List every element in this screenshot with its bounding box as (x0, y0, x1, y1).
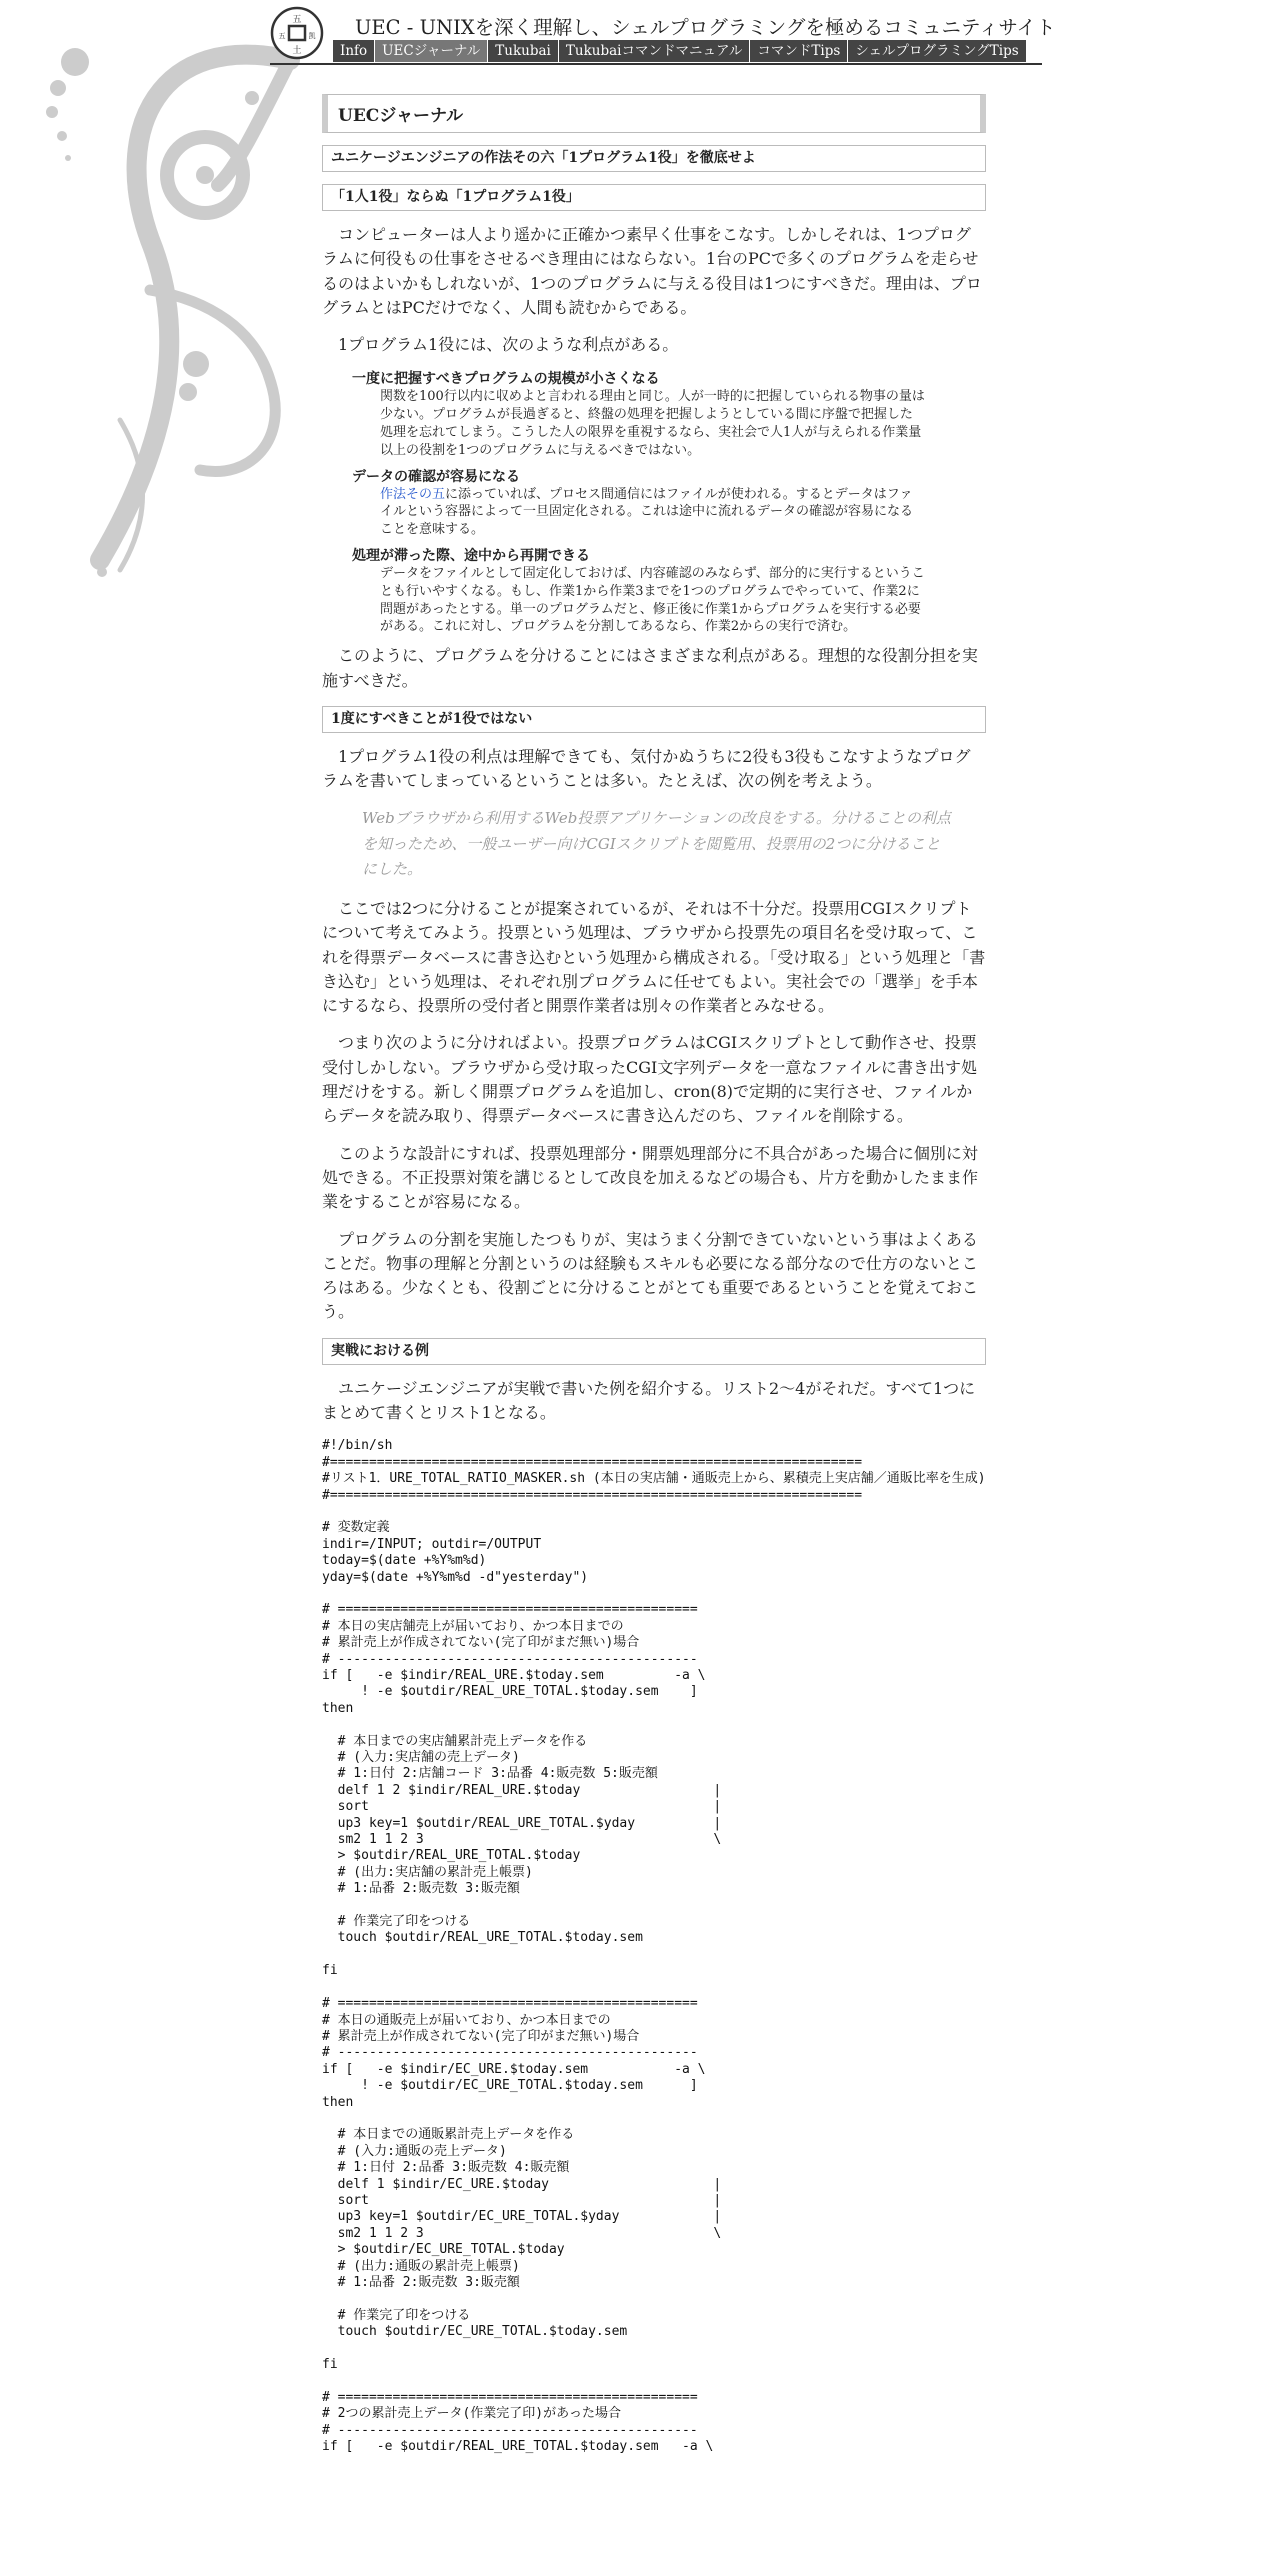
article-content (322, 90, 986, 2455)
paragraph: このように、プログラムを分けることにはさまざまな利点がある。理想的な役割分担を実施すべきだ。 (322, 646, 978, 690)
nav-item-tukubai[interactable]: Tukubai (488, 40, 559, 62)
benefit-description-text: に添っていれば、プロセス間通信にはファイルが使われる。するとデータはファイルという容器によって一旦固定化される。これは途中に流れるデータの確認が容易になることを意味する。 (380, 486, 914, 538)
site-logo[interactable] (270, 6, 324, 60)
svg-text:五: 五 (292, 14, 302, 24)
section-heading-not-one-role: 1度にすべきことが1役ではない (322, 706, 986, 733)
paragraph: プログラムの分割を実施したつもりが、実はうまく分割できていないという事はよくあることだ。物事の理解と分割というのは経験もスキルも必要になる部分なので仕方のないところはある。少なくとも、役割ごとに分けることがとても重要であるということを覚えておこう。 (322, 1229, 979, 1322)
site-header (270, 6, 1056, 68)
benefit-title: 処理が滞った際、途中から再開できる (352, 548, 590, 565)
header-divider (270, 63, 1042, 65)
paragraph: ユニケージエンジニアが実戦で書いた例を紹介する。リスト2～4がそれだ。すべて1つにまとめて書くとリスト1となる。 (322, 1378, 976, 1422)
benefit-title: データの確認が容易になる (352, 468, 520, 485)
paragraph: 1プログラム1役には、次のような利点がある。 (338, 335, 679, 355)
benefit-description: 関数を100行以内に収めよと言われる理由と同じ。人が一時的に把握していられる物事の量は少ない。プログラムが長過ぎると、終盤の処理を把握しようとしている間に序盤で把握した処理を忘れてしまう。こうした人の限界を重視するなら、実社会で人1人が与えられる作業量以上の役割を1つのプログラムに与えるべきではない。 (380, 389, 925, 458)
nav-item-info[interactable]: Info (333, 40, 375, 62)
benefits-list (352, 370, 986, 636)
link-rule-five[interactable]: 作法その五 (380, 486, 446, 502)
paragraph: ここでは2つに分けることが提案されているが、それは不十分だ。投票用CGIスクリプトについて考えてみよう。投票という処理は、ブラウザから投票先の項目名を受け取って、これを得票データベースに書き込むという処理から構成される。「受け取る」という処理と「書き込む」という処理は、それぞれ別プログラムに任せてもよい。実社会での「選挙」を手本にするなら、投票所の受付者と開票作業者は別々の作業者とみなせる。 (322, 898, 986, 1016)
nav-item-command-tips[interactable]: コマンドTips (750, 40, 848, 62)
paragraph: このような設計にすれば、投票処理部分・開票処理部分に不具合があった場合に個別に対処できる。不正投票対策を講じるとして改良を加えるなどの場合も、片方を動かしたまま作業をすることが容易になる。 (322, 1143, 979, 1212)
benefit-description (380, 486, 925, 539)
paragraph: コンピューターは人より遥かに正確かつ素早く仕事をこなす。しかしそれは、1つプログラムに何役もの仕事をさせるべき理由にはならない。1台のPCで多くのプログラムを走らせるのはよいかもしれないが、1つのプログラムに与える役目は1つにすべきだ。理由は、プログラムとはPCだけでなく、人間も読むからである。 (322, 225, 982, 317)
benefit-description: データをファイルとして固定化しておけば、内容確認のみならず、部分的に実行するということも行いやすくなる。もし、作業1から作業3までを1つのプログラムでやっていて、作業2に問題があったとする。単一のプログラムだと、修正後に作業1からプログラムを実行する必要がある。これに対し、プログラムを分割してあるなら、作業2からの実行で済む。 (380, 566, 925, 635)
svg-text:土: 土 (292, 45, 302, 55)
article-title: ユニケージエンジニアの作法その六「1プログラム1役」を徹底せよ (322, 145, 986, 172)
section-heading-practical-example: 実戦における例 (322, 1338, 986, 1365)
benefit-title: 一度に把握すべきプログラムの規模が小さくなる (352, 371, 660, 388)
nav-item-shell-tips[interactable]: シェルプログラミングTips (848, 40, 1026, 62)
svg-text:凯: 凯 (308, 33, 316, 40)
paragraph: 1プログラム1役の利点は理解できても、気付かぬうちに2役も3役もこなすようなプログラムを書いてしまっているということは多い。たとえば、次の例を考えよう。 (322, 746, 971, 791)
decorative-swirl-graphic (0, 0, 340, 620)
nav-item-uec-journal[interactable]: UECジャーナル (375, 40, 488, 62)
nav-item-tukubai-manual[interactable]: Tukubaiコマンドマニュアル (559, 40, 751, 62)
example-quote: Webブラウザから利用するWeb投票アプリケーションの改良をする。分けることの利点を知ったため、一般ユーザー向けCGIスクリプトを閲覧用、投票用の2つに分けることにした。 (362, 809, 951, 879)
main-nav (333, 40, 1027, 62)
site-title[interactable]: UEC - UNIXを深く理解し、シェルプログラミングを極めるコミュニティサイト (355, 16, 1056, 39)
section-heading-one-program-one-role: 「1人1役」ならぬ「1プログラム1役」 (322, 184, 986, 211)
page-heading: UECジャーナル (322, 94, 986, 133)
paragraph: つまり次のように分ければよい。投票プログラムはCGIスクリプトとして動作させ、投票受付しかしない。ブラウザから受け取ったCGI文字列データを一意なファイルに書き出す処理だけをする。新しく開票プログラムを追加し、cron(8)で定期的に実行させ、ファイルからデータを読み取り、得票データベースに書き込んだのち、ファイルを削除する。 (322, 1033, 978, 1126)
svg-text:五: 五 (278, 33, 286, 40)
code-listing: #!/bin/sh #==================================================================== #リスト1．URE_TOTAL_RATIO_MASKER.sh (本日の実店舗・通販売上から、累積売上実店舗／通販比率を生成) #==================================================================== # 変数定義 indir=/INPUT; outdir=/OUTPUT today=$(date +%Y%m%d) yday=$(date +%Y%m%d -d"yesterday") # ============================================== # 本日の実店舗売上が届いており、かつ本日までの # 累計売上が作成されてない(完了印がまだ無い)場合 # ---------------------------------------------- if [ -e $indir/REAL_URE.$today.sem -a \ ! -e $outdir/REAL_URE_TOTAL.$today.sem ] then # 本日までの実店舗累計売上データを作る # (入力:実店舗の売上データ) # 1:日付 2:店舗コード 3:品番 4:販売数 5:販売額 delf 1 2 $indir/REAL_URE.$today | sort | up3 key=1 $outdir/REAL_URE_TOTAL.$yday | sm2 1 1 2 3 \ > $outdir/REAL_URE_TOTAL.$today # (出力:実店舗の累計売上帳票) # 1:品番 2:販売数 3:販売額 # 作業完了印をつける touch $outdir/REAL_URE_TOTAL.$today.sem fi # ============================================== # 本日の通販売上が届いており、かつ本日までの # 累計売上が作成されてない(完了印がまだ無い)場合 # ---------------------------------------------- if [ -e $indir/EC_URE.$today.sem -a \ ! -e $outdir/EC_URE_TOTAL.$today.sem ] then # 本日までの通販累計売上データを作る # (入力:通販の売上データ) # 1:日付 2:品番 3:販売数 4:販売額 delf 1 $indir/EC_URE.$today | sort | up3 key=1 $outdir/EC_URE_TOTAL.$yday | sm2 1 1 2 3 \ > $outdir/EC_URE_TOTAL.$today # (出力:通販の累計売上帳票) # 1:品番 2:販売数 3:販売額 # 作業完了印をつける touch $outdir/EC_URE_TOTAL.$today.sem fi # ============================================== # 2つの累計売上データ(作業完了印)があった場合 # ---------------------------------------------- if [ -e $outdir/REAL_URE_TOTAL.$today.sem -a \ (322, 1438, 986, 2455)
